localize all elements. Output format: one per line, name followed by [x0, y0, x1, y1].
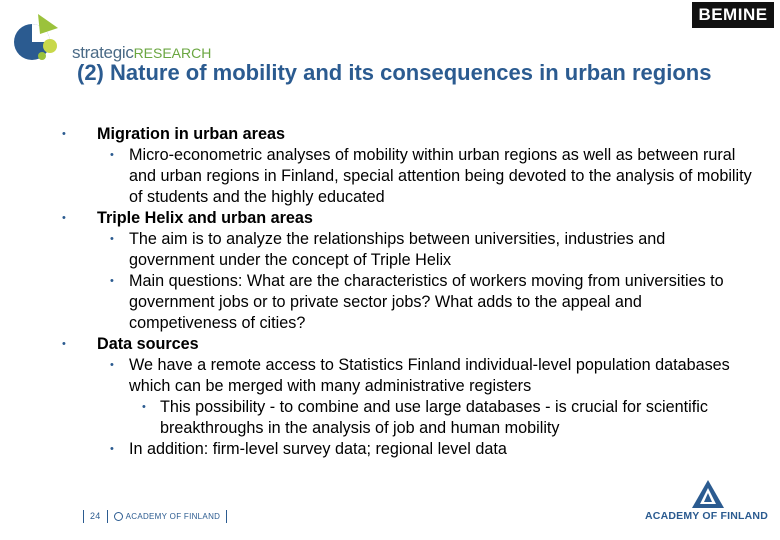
sub-bullet-text: Main questions: What are the characteristics of workers moving from universities to government jobs or to private sector jobs? What adds to the appeal and competiveness of cities?: [129, 272, 724, 332]
bullet-dot: •: [110, 443, 114, 455]
footer-org: ACADEMY OF FINLAND: [125, 511, 221, 521]
sub-bullet: [62, 439, 752, 460]
sub-bullet-text: Micro-econometric analyses of mobility within urban regions as well as between rural and urban regions in Finland, special attention being devoted to the analysis of mobility of students and the highly educated: [129, 146, 752, 206]
page-number: 24: [90, 511, 101, 521]
bullet-data-sources: [62, 334, 752, 355]
logo-text-research: RESEARCH: [133, 45, 212, 61]
slide-footer: [77, 509, 233, 523]
bullet-label: Triple Helix and urban areas: [97, 209, 313, 227]
bullet-dot: •: [62, 128, 66, 140]
bullet-label: Migration in urban areas: [97, 125, 285, 143]
academy-of-finland-icon: [688, 478, 728, 510]
slide-title: (2) Nature of mobility and its consequences in urban regions: [77, 60, 712, 85]
bullet-dot: •: [110, 359, 114, 371]
logo-text-strategic: strategic: [72, 43, 134, 62]
footer-divider: [226, 510, 227, 523]
bullet-dot: •: [110, 233, 114, 245]
footer-divider: [83, 510, 84, 523]
bullet-triple-helix: [62, 208, 752, 229]
bullet-dot: •: [110, 149, 114, 161]
bemine-brand-badge: BEMINE: [692, 2, 774, 28]
sub-bullet-text: The aim is to analyze the relationships between universities, industries and government under the concept of Triple Helix: [129, 230, 666, 269]
academy-of-finland-wordmark: ACADEMY OF FINLAND: [645, 510, 768, 522]
sub-bullet: [62, 145, 752, 208]
sub-bullet: [62, 271, 752, 334]
sub-sub-bullet: [62, 397, 752, 439]
sub-bullet: [62, 355, 752, 397]
bullet-dot: •: [142, 401, 146, 413]
bullet-migration: [62, 124, 752, 145]
bullet-label: Data sources: [97, 335, 199, 353]
bullet-dot: •: [62, 212, 66, 224]
slide-body: [62, 124, 752, 460]
academy-of-finland-logo: [618, 478, 768, 528]
bullet-dot: •: [62, 338, 66, 350]
bullet-dot: •: [110, 275, 114, 287]
sub-bullet: [62, 229, 752, 271]
footer-divider: [107, 510, 108, 523]
sub-bullet-text: We have a remote access to Statistics Finland individual-level population databases which can be merged with many administrative registers: [129, 356, 730, 395]
sub-bullet-text: In addition: firm-level survey data; regional level data: [129, 440, 507, 458]
academy-mini-icon: [114, 512, 123, 521]
sub-sub-bullet-text: This possibility - to combine and use large databases - is crucial for scientific breakthroughs in the analysis of job and human mobility: [160, 398, 708, 437]
strategic-research-logo-icon: [10, 10, 70, 68]
